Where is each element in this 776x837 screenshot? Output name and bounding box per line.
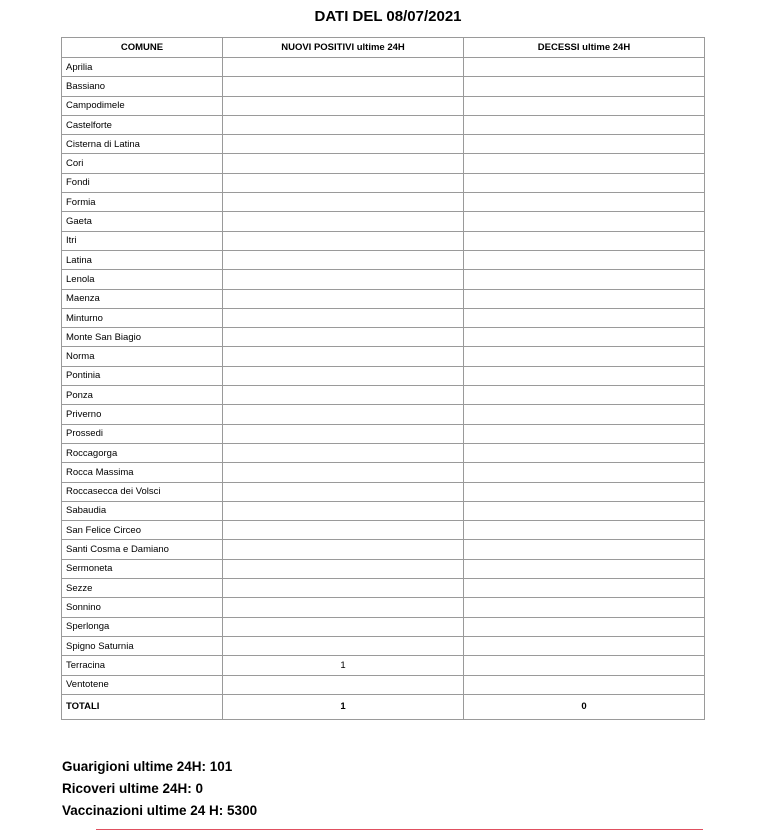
comune-cell: Ponza [62, 386, 223, 405]
decessi-cell [464, 675, 705, 694]
positivi-cell [223, 250, 464, 269]
decessi-cell [464, 424, 705, 443]
decessi-cell [464, 366, 705, 385]
table-row [62, 405, 705, 424]
decessi-cell [464, 501, 705, 520]
table-row [62, 250, 705, 269]
comune-cell: Sabaudia [62, 501, 223, 520]
positivi-cell [223, 424, 464, 443]
positivi-cell [223, 559, 464, 578]
decessi-cell [464, 270, 705, 289]
comune-cell: Roccagorga [62, 443, 223, 462]
positivi-cell [223, 231, 464, 250]
decessi-cell [464, 154, 705, 173]
decessi-cell [464, 636, 705, 655]
decessi-cell [464, 540, 705, 559]
vaccinazioni-text: Vaccinazioni ultime 24 H: 5300 [62, 803, 258, 818]
positivi-cell [223, 347, 464, 366]
positivi-cell [223, 58, 464, 77]
positivi-cell [223, 115, 464, 134]
positivi-cell [223, 96, 464, 115]
decessi-cell [464, 617, 705, 636]
page-title: DATI DEL 08/07/2021 [314, 8, 462, 25]
table-row [62, 212, 705, 231]
decessi-cell [464, 463, 705, 482]
table-row [62, 58, 705, 77]
divider-line [96, 829, 703, 830]
positivi-cell [223, 482, 464, 501]
comune-cell: San Felice Circeo [62, 521, 223, 540]
decessi-cell [464, 347, 705, 366]
decessi-cell [464, 598, 705, 617]
positivi-cell [223, 598, 464, 617]
decessi-cell [464, 212, 705, 231]
comune-cell: Rocca Massima [62, 463, 223, 482]
table-row [62, 115, 705, 134]
comune-cell: Sonnino [62, 598, 223, 617]
decessi-cell [464, 559, 705, 578]
positivi-cell [223, 386, 464, 405]
positivi-cell [223, 463, 464, 482]
comune-cell: Lenola [62, 270, 223, 289]
positivi-cell [223, 636, 464, 655]
positivi-cell [223, 173, 464, 192]
decessi-cell [464, 173, 705, 192]
comune-cell: Terracina [62, 656, 223, 675]
comune-cell: Cori [62, 154, 223, 173]
comune-cell: Campodimele [62, 96, 223, 115]
header-decessi: DECESSI ultime 24H [464, 38, 705, 58]
table-row [62, 386, 705, 405]
table-body [62, 58, 705, 720]
positivi-cell [223, 405, 464, 424]
decessi-cell [464, 58, 705, 77]
comune-cell: Ventotene [62, 675, 223, 694]
table-row [62, 135, 705, 154]
decessi-cell [464, 135, 705, 154]
positivi-cell [223, 135, 464, 154]
positivi-cell [223, 443, 464, 462]
positivi-cell [223, 617, 464, 636]
table-row [62, 289, 705, 308]
decessi-cell [464, 308, 705, 327]
decessi-cell [464, 405, 705, 424]
table-row [62, 77, 705, 96]
positivi-cell [223, 212, 464, 231]
comune-cell: Formia [62, 193, 223, 212]
table-row [62, 463, 705, 482]
table-row [62, 308, 705, 327]
summary-block [62, 756, 257, 822]
positivi-cell [223, 77, 464, 96]
comune-cell: Prossedi [62, 424, 223, 443]
comune-cell: Priverno [62, 405, 223, 424]
decessi-cell [464, 386, 705, 405]
decessi-cell [464, 77, 705, 96]
positivi-cell: 1 [223, 656, 464, 675]
comune-cell: Roccasecca dei Volsci [62, 482, 223, 501]
positivi-cell [223, 366, 464, 385]
table-row [62, 501, 705, 520]
table-row [62, 270, 705, 289]
table-row [62, 173, 705, 192]
ricoveri-text: Ricoveri ultime 24H: 0 [62, 781, 204, 796]
comune-cell: Spigno Saturnia [62, 636, 223, 655]
comune-cell: Bassiano [62, 77, 223, 96]
table-row [62, 521, 705, 540]
comune-cell: Cisterna di Latina [62, 135, 223, 154]
table-row [62, 598, 705, 617]
decessi-cell [464, 656, 705, 675]
decessi-cell [464, 443, 705, 462]
comune-cell: Santi Cosma e Damiano [62, 540, 223, 559]
positivi-cell [223, 289, 464, 308]
totals-decessi: 0 [464, 694, 705, 719]
comune-cell: Norma [62, 347, 223, 366]
table-row [62, 154, 705, 173]
table-row [62, 540, 705, 559]
positivi-cell [223, 579, 464, 598]
table-header-row [62, 38, 705, 58]
table-row [62, 443, 705, 462]
decessi-cell [464, 115, 705, 134]
decessi-cell [464, 250, 705, 269]
comune-cell: Castelforte [62, 115, 223, 134]
comune-cell: Monte San Biagio [62, 328, 223, 347]
comune-cell: Pontinia [62, 366, 223, 385]
comune-cell: Itri [62, 231, 223, 250]
header-nuovi-positivi: NUOVI POSITIVI ultime 24H [223, 38, 464, 58]
comune-cell: Minturno [62, 308, 223, 327]
table-row [62, 675, 705, 694]
decessi-cell [464, 482, 705, 501]
decessi-cell [464, 289, 705, 308]
totals-positivi: 1 [223, 694, 464, 719]
positivi-cell [223, 501, 464, 520]
table-row [62, 482, 705, 501]
data-table [61, 37, 705, 720]
comune-cell: Maenza [62, 289, 223, 308]
comune-cell: Aprilia [62, 58, 223, 77]
table-row [62, 636, 705, 655]
table-row [62, 231, 705, 250]
comune-cell: Sermoneta [62, 559, 223, 578]
decessi-cell [464, 231, 705, 250]
table-row [62, 579, 705, 598]
positivi-cell [223, 328, 464, 347]
comune-cell: Latina [62, 250, 223, 269]
table-row [62, 193, 705, 212]
table-row [62, 347, 705, 366]
decessi-cell [464, 193, 705, 212]
positivi-cell [223, 154, 464, 173]
decessi-cell [464, 521, 705, 540]
table-row [62, 328, 705, 347]
table-row [62, 656, 705, 675]
positivi-cell [223, 675, 464, 694]
table-row [62, 424, 705, 443]
table-row [62, 366, 705, 385]
header-comune: COMUNE [62, 38, 223, 58]
comune-cell: Sperlonga [62, 617, 223, 636]
positivi-cell [223, 270, 464, 289]
totals-label: TOTALI [62, 694, 223, 719]
decessi-cell [464, 328, 705, 347]
positivi-cell [223, 521, 464, 540]
decessi-cell [464, 579, 705, 598]
guarigioni-text: Guarigioni ultime 24H: 101 [62, 759, 233, 774]
table-row [62, 617, 705, 636]
table-row [62, 96, 705, 115]
decessi-cell [464, 96, 705, 115]
comune-cell: Gaeta [62, 212, 223, 231]
comune-cell: Sezze [62, 579, 223, 598]
comune-cell: Fondi [62, 173, 223, 192]
table-row [62, 559, 705, 578]
positivi-cell [223, 193, 464, 212]
positivi-cell [223, 308, 464, 327]
positivi-cell [223, 540, 464, 559]
totals-row [62, 694, 705, 719]
